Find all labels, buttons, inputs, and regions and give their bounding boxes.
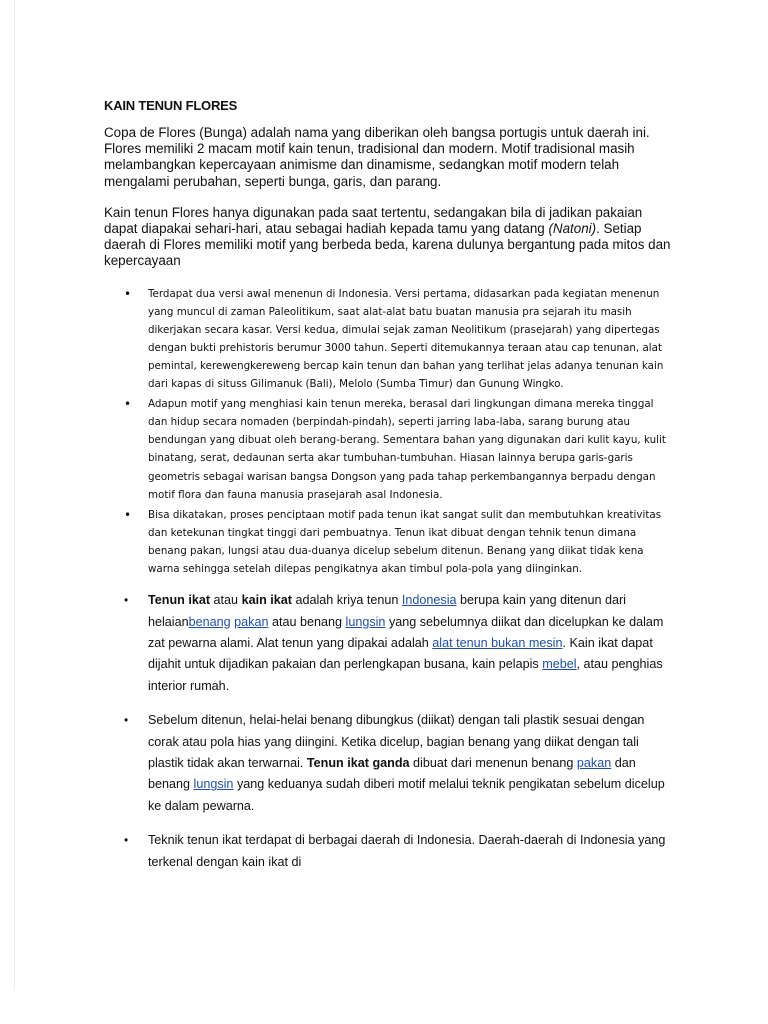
text-run: berupa kain yang ditenun dari helaian xyxy=(148,593,626,629)
bullet-icon: • xyxy=(124,286,132,301)
list-item-text: Bisa dikatakan, proses penciptaan motif pada tenun ikat sangat sulit dan membutuhkan kreativitas dan ketekunan tingkat tinggi dari pembuatnya. Tenun ikat dibuat dengan tehnik tenun dimana benang pakan, lungsi atau dua-duanya dicelup sebelum ditenun. Benang yang diikat tidak kena warna sehingga setelah dilepas pengikatnya akan timbul pola-pola yang diinginkan. xyxy=(148,508,662,576)
list-item xyxy=(104,830,674,873)
list-item xyxy=(104,710,674,817)
list-item xyxy=(104,590,674,697)
bullet-icon: • xyxy=(124,713,129,728)
text-run: atau xyxy=(210,593,242,608)
usage-text-b: . Setiap daerah di Flores memiliki motif yang berbeda beda, karena dulunya bergantung pada mitos dan kepercayaan xyxy=(104,221,671,269)
link-pakan[interactable]: pakan xyxy=(576,755,612,770)
link-mebel[interactable]: mebel xyxy=(542,657,577,672)
text-run: yang sebelumnya diikat dan dicelupkan ke dalam zat pewarna alami. Alat tenun yang dipakai adalah xyxy=(148,614,664,650)
list-item xyxy=(104,285,674,394)
history-list xyxy=(104,285,674,579)
list-item-text: Terdapat dua versi awal menenun di Indonesia. Versi pertama, didasarkan pada kegiatan menenun yang muncul di zaman Paleolitikum, saat alat-alat batu buatan manusia pra sejarah itu masih dikerjakan secara kasar. Versi kedua, dimulai sejak zaman Neolitikum (prasejarah) yang dipertegas dengan bukti prehistoris berumur 3000 tahun. Seperti ditemukannya teraan atau cap tenunan, alat pemintal, kerewengkereweng bercap kain tenun dan bahan yang terlihat jelas adanya tenunan kain dari kapas di situss Gilimanuk (Bali), Melolo (Sumba Timur) dan Gunung Wingko. xyxy=(148,287,664,391)
link-lungsin[interactable]: lungsin xyxy=(193,777,234,792)
list-item-text: Teknik tenun ikat terdapat di berbagai daerah di Indonesia. Daerah-daerah di Indonesia yang terkenal dengan kain ikat di xyxy=(148,833,666,869)
text-run: dan benang xyxy=(148,755,636,792)
bullet-icon: • xyxy=(124,397,132,412)
text-run: . Kain ikat dapat dijahit untuk dijadikan pakaian dan perlengkapan busana, kain pelapis xyxy=(148,635,653,672)
text-run: yang keduanya sudah diberi motif melalui teknik pengikatan sebelum dicelup ke dalam pewarna. xyxy=(148,777,665,813)
bullet-icon: • xyxy=(124,593,129,608)
usage-italic: (Natoni) xyxy=(548,221,597,237)
ikat-list xyxy=(104,590,674,873)
list-item xyxy=(104,506,674,578)
list-item xyxy=(104,395,674,504)
text-run: atau benang xyxy=(268,614,346,629)
document-body xyxy=(104,98,674,886)
bold-term: kain ikat xyxy=(241,593,292,608)
text-run: dibuat dari menenun benang xyxy=(409,755,577,770)
text-run: adalah kriya tenun xyxy=(291,593,402,608)
usage-text-a: Kain tenun Flores hanya digunakan pada saat tertentu, sedangakan bila di jadikan pakaian dapat diapakai sehari-hari, atau sebagai hadiah kepada tamu yang datang xyxy=(104,204,643,237)
page-title: KAIN TENUN FLORES xyxy=(104,98,238,113)
link-pakan[interactable]: pakan xyxy=(234,614,269,629)
intro-paragraph: Copa de Flores (Bunga) adalah nama yang diberikan oleh bangsa portugis untuk daerah ini. Flores memiliki 2 macam motif kain tenun, tradisional dan modern. Motif tradisional masih melambangkan kepercayaan animisme dan dinamisme, sedangkan motif modern telah mengalami perubahan, seperti bunga, garis, dan parang. xyxy=(104,125,650,189)
list-item-text: Adapun motif yang menghiasi kain tenun mereka, berasal dari lingkungan dimana mereka tinggal dan hidup secara nomaden (berpindah-pindah), seperti jarring laba-laba, sarang burung atau bendungan yang dibuat oleh berang-berang. Sementara bahan yang digunakan dari kulit kayu, kulit binatang, serat, dedaunan serta akar tumbuhan-tumbuhan. Hiasan lainnya berupa garis-garis geometris sebagai warisan bangsa Dongson yang pada tahap perkembangannya berpadu dengan motif flora dan fauna manusia prasejarah asal Indonesia. xyxy=(148,398,666,501)
link-indonesia[interactable]: Indonesia xyxy=(401,593,457,608)
bullet-icon: • xyxy=(124,507,132,522)
bullet-icon: • xyxy=(124,833,129,848)
link-lungsin[interactable]: lungsin xyxy=(345,614,386,629)
bold-term: Tenun ikat ganda xyxy=(306,755,410,770)
bold-term: Tenun ikat xyxy=(148,593,211,608)
link-benang[interactable]: benang xyxy=(188,614,231,629)
page-edge xyxy=(14,0,15,990)
usage-paragraph xyxy=(104,205,674,270)
text-run: , atau penghias interior rumah. xyxy=(148,657,663,693)
text-run: Sebelum ditenun, helai-helai benang dibungkus (diikat) dengan tali plastik sesuai dengan corak atau pola hias yang diingini. Ketika dicelup, bagian benang yang diikat dengan tali plastik tidak akan terwarnai. xyxy=(148,713,645,770)
link-alat-tenun-bukan-mesin[interactable]: alat tenun bukan mesin xyxy=(432,635,563,650)
